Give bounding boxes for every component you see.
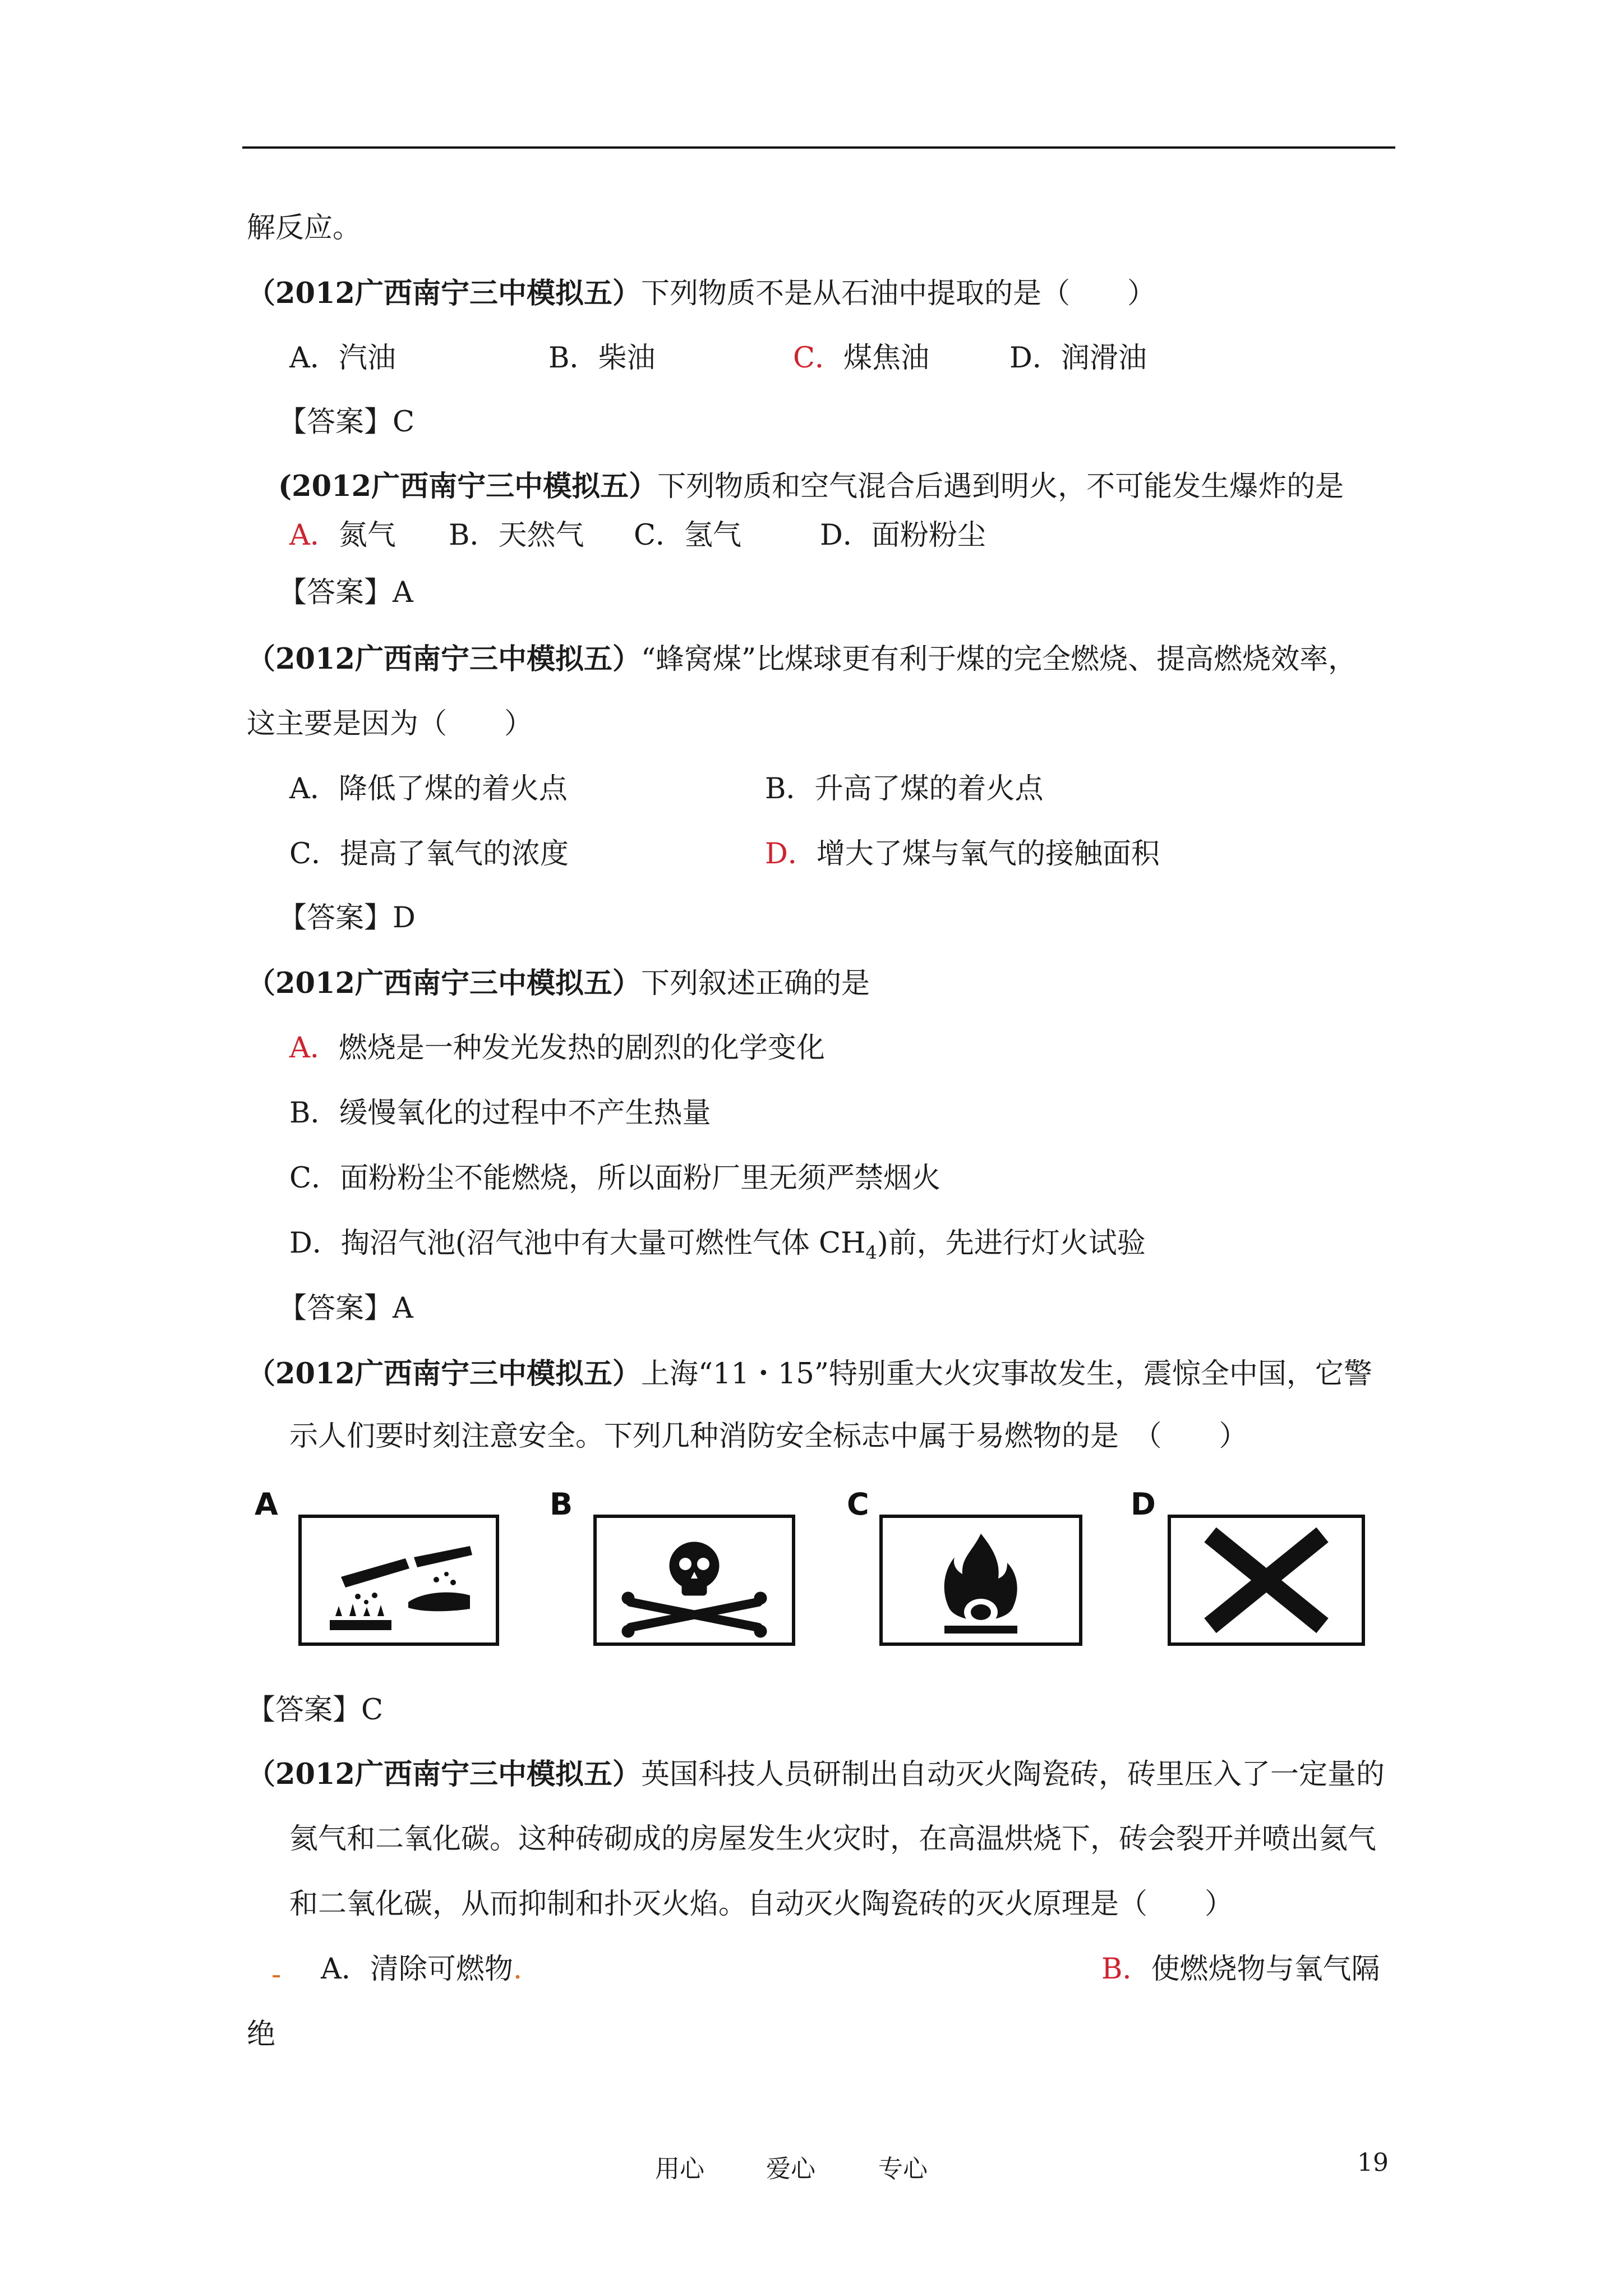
option-b: B．升高了煤的着火点 bbox=[765, 772, 1044, 806]
option-c: C．提高了氧气的浓度 bbox=[289, 838, 569, 871]
question-1-answer: 【答案】C bbox=[278, 406, 415, 439]
question-5-stem-cont: 示人们要时刻注意安全。下列几种消防安全标志中属于易燃物的是 （ ） bbox=[289, 1420, 1248, 1453]
option-b: B．使燃烧物与氧气隔 bbox=[1101, 1953, 1380, 1986]
question-4-stem: （2012广西南宁三中模拟五）下列叙述正确的是 bbox=[247, 967, 870, 1000]
question-6-stem: （2012广西南宁三中模拟五）英国科技人员研制出自动灭火陶瓷砖，砖里压入了一定量的 bbox=[247, 1757, 1385, 1791]
symbol-d-letter: D bbox=[1131, 1487, 1156, 1522]
option-d: D．增大了煤与氧气的接触面积 bbox=[765, 838, 1160, 871]
intro-line: 解反应。 bbox=[247, 211, 362, 245]
marker: - bbox=[271, 1958, 282, 1991]
question-5-stem: （2012广西南宁三中模拟五）上海“11・15”特别重大火灾事故发生，震惊全中国，它警 bbox=[247, 1357, 1372, 1391]
symbol-c-letter: C bbox=[847, 1487, 869, 1522]
option-a: A．汽油 bbox=[289, 342, 396, 375]
question-4-option-a: A．燃烧是一种发光发热的剧烈的化学变化 bbox=[289, 1032, 825, 1065]
symbol-b-letter: B bbox=[550, 1487, 573, 1522]
option-c: C．煤焦油 bbox=[793, 342, 930, 375]
option-a: A．清除可燃物. bbox=[321, 1953, 523, 1986]
skull-crossbones-icon bbox=[593, 1515, 795, 1646]
option-a: A．氮气 bbox=[289, 519, 396, 552]
question-2-stem: (2012广西南宁三中模拟五）下列物质和空气混合后遇到明火，不可能发生爆炸的是 bbox=[278, 470, 1344, 503]
option-a: A．降低了煤的着火点 bbox=[289, 772, 568, 806]
question-3-stem: （2012广西南宁三中模拟五）“蜂窝煤”比煤球更有利于煤的完全燃烧、提高燃烧效率， bbox=[247, 642, 1357, 676]
cross-icon bbox=[1168, 1515, 1365, 1646]
option-d: D．面粉粉尘 bbox=[820, 519, 986, 552]
option-d: D．润滑油 bbox=[1009, 342, 1147, 375]
question-4-option-b: B．缓慢氧化的过程中不产生热量 bbox=[289, 1097, 711, 1130]
question-4-option-c: C．面粉粉尘不能燃烧，所以面粉厂里无须严禁烟火 bbox=[289, 1162, 941, 1195]
footer-item-3: 专心 bbox=[878, 2155, 928, 2183]
question-6-tail: 绝 bbox=[247, 2018, 276, 2051]
header-rule bbox=[242, 146, 1395, 149]
question-3-stem-cont: 这主要是因为（ ） bbox=[247, 707, 533, 740]
question-6-stem-cont: 氦气和二氧化碳。这种砖砌成的房屋发生火灾时，在高温烘烧下，砖会裂开并喷出氦气 bbox=[289, 1823, 1377, 1856]
footer-item-1: 用心 bbox=[655, 2155, 704, 2183]
corrosive-icon bbox=[298, 1515, 499, 1646]
footer-item-2: 爱心 bbox=[766, 2155, 815, 2183]
option-b: B．天然气 bbox=[449, 519, 584, 552]
question-1-stem: （2012广西南宁三中模拟五）下列物质不是从石油中提取的是（ ） bbox=[247, 277, 1156, 310]
question-6-stem-cont2: 和二氧化碳，从而抑制和扑灭火焰。自动灭火陶瓷砖的灭火原理是（ ） bbox=[289, 1888, 1234, 1921]
question-4-option-d: D．掏沼气池(沼气池中有大量可燃性气体 $CH_4$)前，先进行灯火试验 bbox=[289, 1227, 1146, 1264]
symbol-a-letter: A bbox=[255, 1487, 278, 1522]
flame-icon bbox=[879, 1515, 1082, 1646]
question-5-answer: 【答案】C bbox=[247, 1694, 384, 1727]
question-4-answer: 【答案】A bbox=[278, 1292, 413, 1325]
question-3-answer: 【答案】D bbox=[278, 901, 416, 935]
option-c: C．氢气 bbox=[634, 519, 742, 552]
option-b: B．柴油 bbox=[548, 342, 656, 375]
page-number: 19 bbox=[1357, 2148, 1389, 2177]
question-2-answer: 【答案】A bbox=[278, 576, 413, 609]
